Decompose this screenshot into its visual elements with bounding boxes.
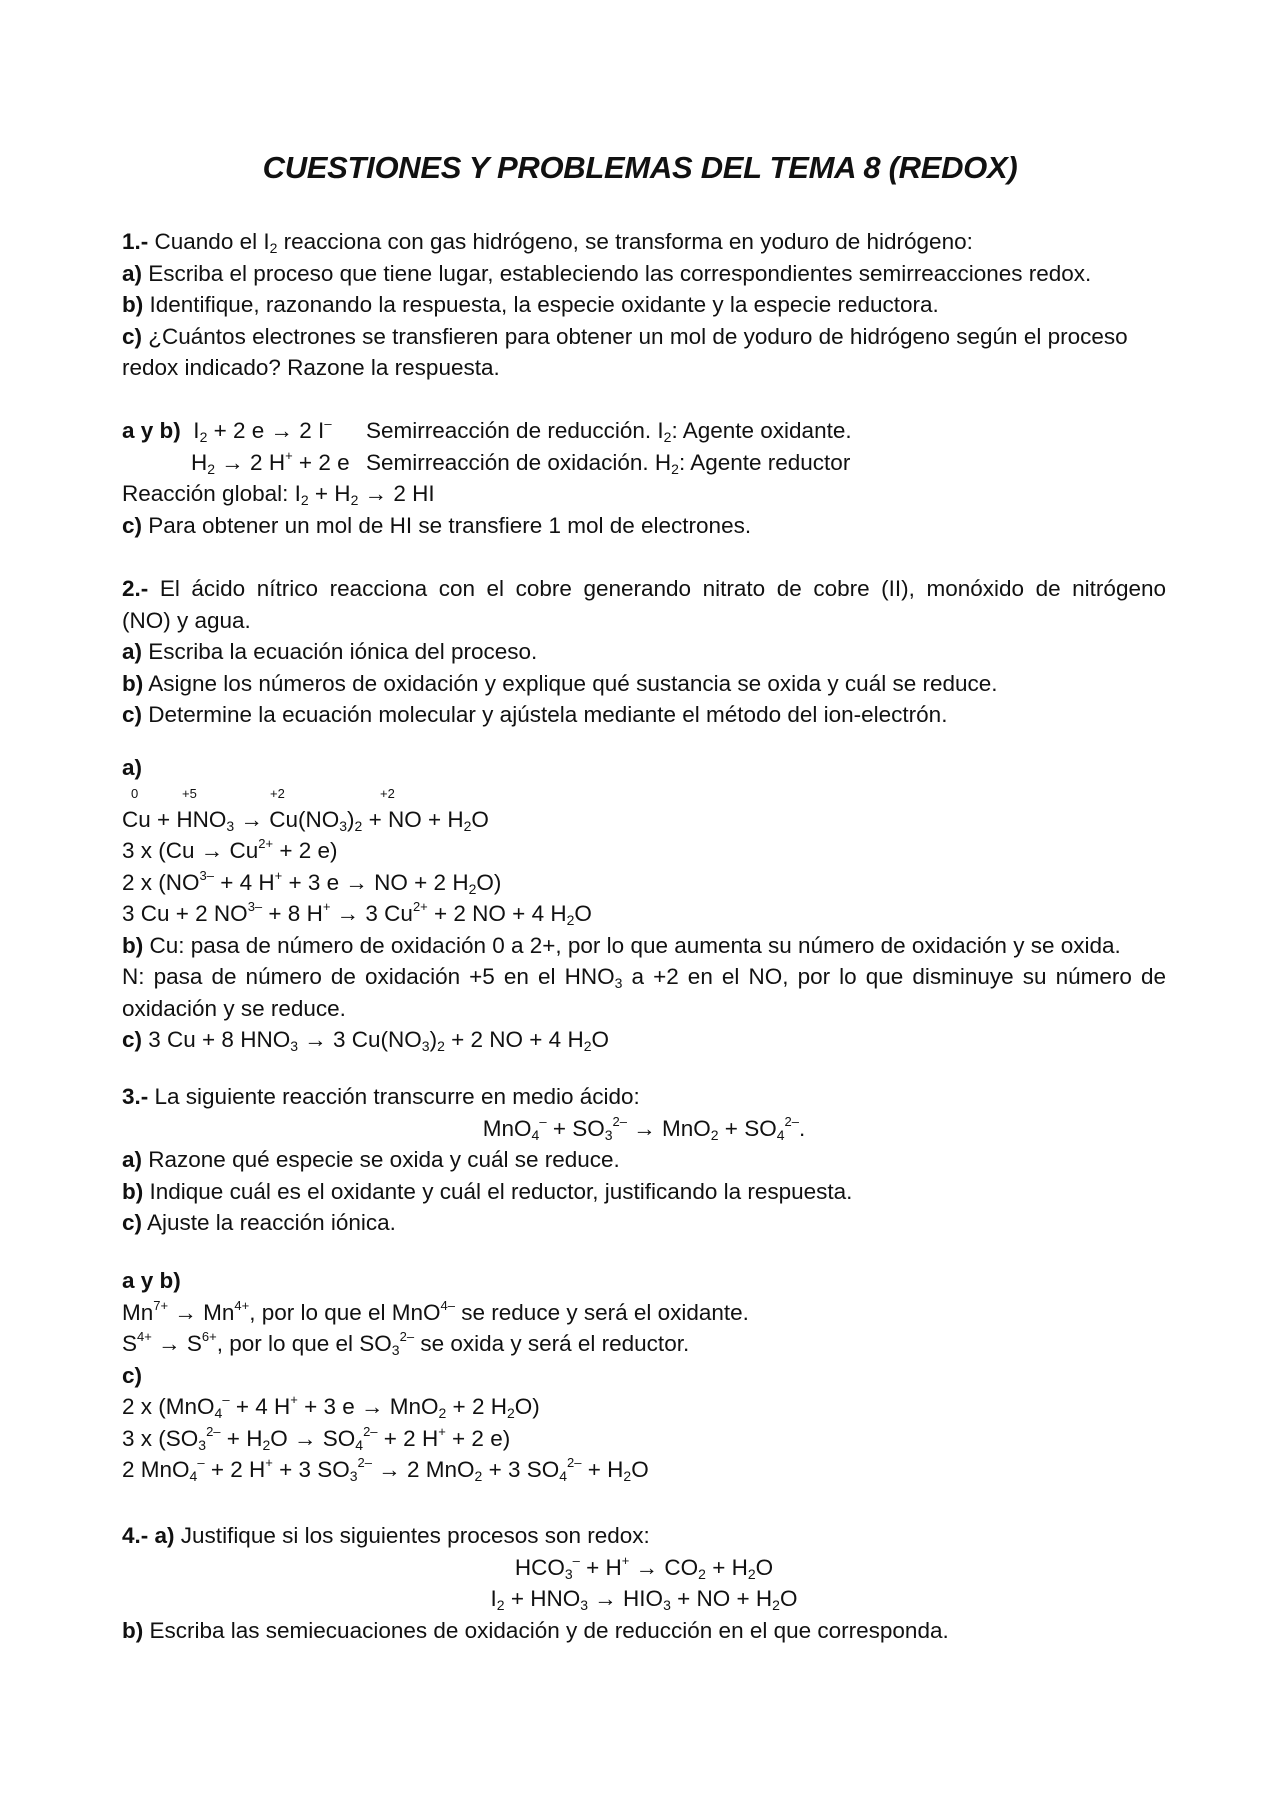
q2-part-b: b) Asigne los números de oxidación y explique qué sustancia se oxida y cuál se reduce. <box>122 670 998 696</box>
ans2-ionic-equation: 3 Cu + 2 $NO^{3-} + 8$ H+ → 3 $Cu^{2+} + 2$ NO + 4 $H_2O$ <box>122 899 592 928</box>
ans2-molecular-equation: c) 3 Cu + 8 $HNO_3 \to 3$ $Cu(NO_3)_2 + 2$ NO + 4 $H_2O$ <box>122 1027 609 1054</box>
question-1 <box>122 226 1166 384</box>
q1-part-c-cont: redox indicado? Razone la respuesta. <box>122 355 500 380</box>
q1-part-c: c) ¿Cuántos electrones se transfieren para obtener un mol de yoduro de hidrógeno según el proceso <box>122 323 1128 349</box>
q3-part-a: a) Razone qué especie se oxida y cuál se reduce. <box>122 1147 620 1172</box>
ans2-nitrogen-explanation-cont: oxidación y se reduce. <box>122 995 346 1021</box>
ox-number: +5 <box>182 785 197 801</box>
q3-part-b: b) Indique cuál es el oxidante y cuál el reductor, justificando la respuesta. <box>122 1178 853 1204</box>
answer-2 <box>122 752 1166 1056</box>
question-4 <box>122 1520 1166 1646</box>
q4-equation-2: $I_2 + HNO_3 \to HIO_3$ + NO + $H_2O$ <box>490 1586 798 1613</box>
q2-part-c: c) Determine la ecuación molecular y ajústela mediante el método del ion-electrón. <box>122 702 948 727</box>
q3-part-c: c) Ajuste la reacción iónica. <box>122 1210 396 1235</box>
ans2-nitrogen-explanation: N: pasa de número de oxidación +5 en el $HNO_3$ a +2 en el NO, por lo que disminuye su número de <box>122 964 1167 991</box>
ans2-oxidation-numbers <box>122 784 1166 804</box>
answer-1 <box>122 415 1166 541</box>
ans3-sulfur: $S^{4+} \to S^{6+}$, por lo que el $SO_3^{2-}$ se oxida y será el reductor. <box>122 1329 690 1358</box>
ans2-half-reduction: 2 x ($NO^{3-} + 4$ H+ + 3 e → NO + 2 $H_2O$) <box>122 867 502 897</box>
q4-part-b: b) Escriba las semiecuaciones de oxidación y de reducción en el que corresponda. <box>122 1617 949 1643</box>
page-title: CUESTIONES Y PROBLEMAS DEL TEMA 8 (REDOX) <box>262 150 1018 185</box>
question-3 <box>122 1081 1166 1239</box>
answer-3 <box>122 1265 1166 1486</box>
q1-part-b: b) Identifique, razonando la respuesta, la especie oxidante y la especie reductora. <box>122 292 939 317</box>
ans1-oxidation-row: $H_2 \to 2$ H+ + 2 e Semirreacción de oxidación. $H_2$: Agente reductor <box>191 447 851 477</box>
q4-part-a: 4.- a) Justifique si los siguientes procesos son redox: <box>122 1523 650 1548</box>
q2-intro: 2.- El ácido nítrico reacciona con el cobre generando nitrato de cobre (II), monóxido de nitrógeno <box>122 576 1166 601</box>
ans3-manganese: $Mn^{7+} \to Mn^{4+}$, por lo que el MnO$^{4-}$ se reduce y será el oxidante. <box>122 1297 749 1325</box>
ans1-reduction-desc: Semirreacción de reducción. $I_2$: Agente oxidante. <box>366 418 852 445</box>
ans1-reduction-row: a y b) $I_2 + 2$ e → 2 I– Semirreacción de reducción. $I_2$: Agente oxidante. <box>122 416 852 445</box>
ans2-part-b: b) Cu: pasa de número de oxidación 0 a 2+, por lo que aumenta su número de oxidación y se oxida. <box>122 932 1121 958</box>
ans3-ab-label: a y b) <box>122 1268 181 1293</box>
question-2 <box>122 573 1166 731</box>
ans1-oxidation-desc: Semirreacción de oxidación. $H_2$: Agente reductor <box>366 449 851 477</box>
q3-equation: $MnO_4^- + SO_3^{2-} \to MnO_2 + SO_4^{2-}$. <box>482 1113 806 1143</box>
ans2-part-a-label: a) <box>122 755 143 780</box>
ans3-global-equation: 2 MnO$_4$– + 2 H+ + 3 $SO_3^{2-} \to 2$ MnO$_2$ + 3 $SO_4^{2-} + H_2O$ <box>122 1455 649 1484</box>
q4-equation-1: $HCO_3^- + H^+ \to CO_2 + H_2O$ <box>514 1552 774 1582</box>
ans3-half-oxidation: 3 x ($SO_3^{2-} + H_2O \to SO_4^{2-} + 2$ H+ + 2 e) <box>122 1423 511 1453</box>
q1-part-a: a) Escriba el proceso que tiene lugar, estableciendo las correspondientes semirreacciones redox. <box>122 260 1092 286</box>
q3-intro: 3.- La siguiente reacción transcurre en medio ácido: <box>122 1084 640 1109</box>
ans1-part-c: c) Para obtener un mol de HI se transfiere 1 mol de electrones. <box>122 512 752 538</box>
q1-intro: 1.- Cuando el $I_2$ reacciona con gas hidrógeno, se transforma en yoduro de hidrógeno: <box>122 229 973 256</box>
ox-number: +2 <box>270 785 285 801</box>
ans2-half-oxidation: 3 x ($Cu \to Cu^{2+} + 2$ e) <box>122 836 338 863</box>
ox-number: +2 <box>380 785 395 801</box>
q2-intro-cont: (NO) y agua. <box>122 607 251 633</box>
ans3-half-reduction: 2 x (MnO$_4$– + 4 H+ + 3 e → MnO$_2$ + 2 $H_2O$) <box>122 1392 540 1421</box>
q2-part-a: a) Escriba la ecuación iónica del proceso. <box>122 639 538 664</box>
ans1-global-reaction: Reacción global: $I_2 + H_2 \to 2$ HI <box>122 481 435 508</box>
ans3-c-label: c) <box>122 1362 143 1388</box>
ox-number: 0 <box>131 785 139 801</box>
ans2-equation: $Cu + HNO_3 \to Cu(NO_3)_2$ + NO + $H_2O$ <box>122 806 489 834</box>
